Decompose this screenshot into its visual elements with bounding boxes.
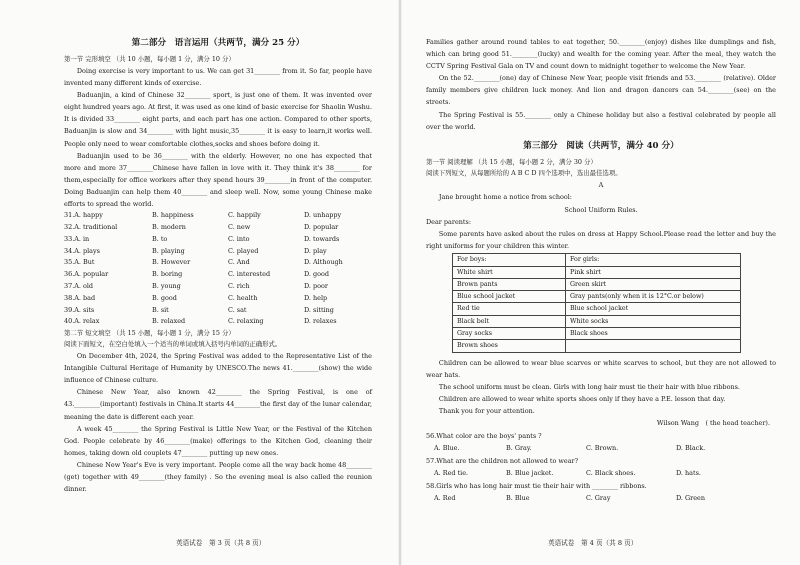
- cloze-paragraph: Baduanjin used to be 36________ with the elderly. However, no one has expected that more and more 37________Chinese have fallen in love with it. They think it's 38________ for them,especially for office workers after they spend hours 39________in front of the computer. Doing Baduanjin can help them 40________ and sleep well. Now, some young Chinese make efforts to spread the world.: [64, 151, 372, 209]
- reading-questions: [426, 430, 776, 505]
- table-row: [453, 315, 741, 327]
- section-2-title: 第二部分 语言运用（共两节，满分 25 分）: [131, 38, 305, 48]
- option-choice: C. relaxing: [228, 317, 264, 326]
- option-choice: B. modern: [152, 222, 186, 231]
- grammar-paragraph: A week 45________ the Spring Festival is Little New Year, or the Festival of the Kitchen God. People celebrate by 46________(make) offerings to the Kitchen God, cleaning their homes, taking down old couplets 47________ putting up new ones.: [64, 424, 372, 457]
- answer-option[interactable]: D. Green: [676, 494, 706, 502]
- boys-item: Gray socks: [453, 328, 566, 340]
- table-row: [453, 278, 741, 290]
- table-row: [453, 340, 741, 352]
- salutation: Dear parents:: [426, 217, 471, 226]
- boys-item: Brown pants: [453, 278, 566, 290]
- boys-item: Brown shoes: [453, 340, 566, 352]
- option-choice: 38.A. bad: [64, 293, 96, 302]
- answer-option[interactable]: A. Blue.: [434, 444, 460, 452]
- girls-item: Gray pants(only when it is 12°C.or below): [566, 291, 741, 303]
- grammar-paragraph: On December 4th, 2024, the Spring Festival was added to the Representative List of the Intangible Cultural Heritage of Humanity by UNESCO.The news 41.________(show) the wide influence of Chinese culture.: [64, 352, 372, 385]
- cloze-header: 第一节 完形填空 （共 10 小题，每小题 1 分，满分 10 分）: [64, 55, 235, 63]
- option-row: [64, 316, 372, 328]
- girls-item: Green skirt: [566, 278, 741, 290]
- signature: Wilson Wang ( the head teacher).: [656, 419, 770, 428]
- page-footer: 英语试卷 第 3 页（共 8 页）: [176, 539, 266, 547]
- notice-body: Children can be allowed to wear blue scarves or white scarves to school, but they are not allowed to wear hats.: [426, 358, 776, 379]
- option-choice: C. sat: [228, 305, 247, 314]
- table-row: [453, 291, 741, 303]
- option-choice: D. good: [304, 270, 330, 279]
- option-choice: 40.A. relax: [64, 317, 100, 326]
- notice-body: The school uniform must be clean. Girls with long hair must tie their hair with blue ribbons.: [438, 382, 740, 391]
- option-choice: D. help: [304, 293, 328, 302]
- option-choice: B. boring: [152, 270, 183, 279]
- option-choice: B. happiness: [152, 211, 194, 220]
- answer-option[interactable]: D. Black.: [676, 444, 706, 452]
- exam-page-3: [0, 0, 398, 565]
- answer-option[interactable]: B. Gray.: [506, 444, 532, 452]
- page-footer: 英语试卷 第 4 页（共 8 页）: [548, 539, 638, 547]
- option-choice: D. relaxes: [304, 317, 337, 326]
- notice-body: Children are allowed to wear white sports shoes only if they have a P.E. lesson that day.: [438, 394, 726, 403]
- option-row: [64, 257, 372, 269]
- option-choice: B. However: [152, 258, 191, 267]
- question-options: [426, 442, 776, 455]
- option-choice: 34.A. plays: [64, 246, 100, 255]
- answer-option[interactable]: C. Gray: [586, 494, 611, 502]
- boys-header: For boys:: [453, 254, 566, 266]
- cloze-options: [64, 210, 372, 328]
- question-stem: 57.What are the children not allowed to wear?: [426, 456, 579, 465]
- option-row: [64, 269, 372, 281]
- option-choice: 37.A. old: [64, 281, 94, 290]
- grammar-paragraph: Chinese New Year's Eve is very important. People come all the way back home 48________ (get) together with 49________(they family) . So the evening meal is also called the reunion dinner.: [64, 460, 372, 494]
- section-3-title: 第三部分 阅读（共两节，满分 40 分）: [523, 140, 679, 151]
- boys-item: Black belt: [453, 315, 566, 327]
- grammar-paragraph: Families gather around round tables to eat together, 50.________(enjoy) dishes like dumplings and fish, which can bring good 51.________(lucky) and wealth for the coming year. After the meal, they watch the CCTV Spring Festival Gala on TV and count down to midnight together to welcome the New Year.: [426, 38, 776, 71]
- option-choice: D. Although: [304, 258, 343, 267]
- answer-option[interactable]: A. Red: [434, 494, 456, 502]
- option-row: [64, 234, 372, 246]
- passage-intro: Jane brought home a notice from school:: [438, 193, 572, 202]
- exam-page-4: [402, 0, 800, 565]
- option-choice: D. play: [304, 246, 327, 255]
- answer-option[interactable]: B. Blue jacket.: [506, 469, 554, 477]
- girls-item: Black shoes: [566, 328, 741, 340]
- cloze-paragraph: Doing exercise is very important to us. We can get 31________ from it. So far, people have invented many different kinds of exercise.: [64, 67, 372, 88]
- option-choice: 32.A. traditional: [64, 222, 118, 231]
- option-choice: B. good: [152, 293, 177, 302]
- option-row: [64, 246, 372, 258]
- option-row: [64, 210, 372, 222]
- answer-option[interactable]: D. hats.: [676, 469, 701, 477]
- option-choice: B. sit: [152, 305, 169, 314]
- option-choice: B. relaxed: [152, 317, 186, 326]
- answer-option[interactable]: A. Red tie.: [434, 469, 469, 477]
- table-row: [453, 254, 741, 266]
- option-choice: B. playing: [152, 246, 185, 255]
- option-choice: 33.A. in: [64, 234, 90, 243]
- answer-option[interactable]: C. Black shoes.: [586, 469, 636, 477]
- option-choice: 35.A. But: [64, 258, 95, 267]
- grammar-header: 第二节 短文填空 （共 15 小题，每小题 1 分，满分 15 分）: [64, 329, 235, 338]
- option-choice: 39.A. sits: [64, 305, 95, 314]
- grammar-paragraph: Chinese New Year, also known 42________ the Spring Festival, is one of 43.________(important) festivals in China.It starts 44________the first day of the lunar calendar, meaning the date is different each year.: [64, 388, 372, 421]
- option-choice: C. new: [228, 222, 251, 231]
- reading-header: 第一节 阅读理解 （共 15 小题，每小题 2 分，满分 30 分）: [426, 157, 597, 166]
- option-row: [64, 281, 372, 293]
- option-choice: D. towards: [304, 234, 340, 243]
- option-choice: D. unhappy: [304, 211, 342, 220]
- table-row: [453, 266, 741, 278]
- cloze-paragraph: Baduanjin, a kind of Chinese 32________ sport, is just one of them. It was invented over eight hundred years ago. At first, it was used as one kind of basic exercise for Shaolin Wushu. It is divided 33________ eight parts, and each part has one action. Compared to other sports, Baduanjin is slow and 34________ with light music,35________ it is easy to learn,it works well. People only need to wear comfortable clothes,socks and shoes before doing it.: [64, 91, 372, 148]
- option-row: [64, 305, 372, 317]
- option-row: [64, 222, 372, 234]
- notice-body: Thank you for your attention.: [438, 407, 535, 415]
- option-choice: 36.A. popular: [64, 270, 109, 279]
- option-choice: D. sitting: [304, 305, 334, 314]
- grammar-instruction: 阅读下面短文，在空白处填入一个适当的单词或填入括号内单词的正确形式。: [64, 340, 282, 349]
- option-choice: C. interested: [228, 270, 271, 279]
- option-choice: C. happily: [228, 211, 261, 220]
- passage-label: A: [598, 180, 604, 189]
- girls-item: Blue school jacket: [566, 303, 741, 315]
- answer-option[interactable]: B. Blue: [506, 494, 530, 502]
- question-options: [426, 467, 776, 480]
- table-row: [453, 328, 741, 340]
- page-divider: [399, 0, 401, 565]
- boys-item: Red tie: [453, 303, 566, 315]
- option-choice: D. poor: [304, 281, 328, 290]
- grammar-paragraph: The Spring Festival is 55.________ only a Chinese holiday but also a festival celebrated by people all over the world.: [426, 110, 776, 131]
- option-choice: D. popular: [304, 222, 339, 231]
- notice-body: Some parents have asked about the rules on dress at Happy School.Please read the letter and buy the right uniforms for your children this winter.: [426, 230, 776, 251]
- question-stem: 56.What color are the boys' pants ?: [426, 431, 542, 440]
- boys-item: White shirt: [453, 266, 566, 278]
- girls-item: Pink shirt: [566, 266, 741, 278]
- option-choice: C. health: [228, 293, 258, 302]
- grammar-paragraph: On the 52.________(one) day of Chinese New Year, people visit friends and 53.________ (relative). Older family members give children luck money. And lion and dragon dancers can 54.________(see) on the streets.: [426, 74, 776, 107]
- girls-item: White socks: [566, 315, 741, 327]
- table-row: [453, 303, 741, 315]
- reading-instruction: 阅读下列短文，从每题所给的 A B C D 四个选项中，选出最佳选项。: [426, 168, 622, 177]
- notice-title: School Uniform Rules.: [564, 205, 638, 214]
- boys-item: Blue school jacket: [453, 291, 566, 303]
- girls-header: For girls:: [566, 254, 741, 266]
- option-row: [64, 293, 372, 305]
- answer-option[interactable]: C. Brown.: [586, 444, 619, 452]
- option-choice: C. And: [228, 258, 250, 267]
- option-choice: B. young: [152, 281, 181, 290]
- option-choice: C. rich: [228, 281, 250, 290]
- girls-item: [566, 340, 741, 352]
- uniform-table: [452, 253, 741, 352]
- option-choice: C. into: [228, 234, 250, 243]
- option-choice: C. played: [228, 246, 259, 255]
- question-stem: 58.Girls who has long hair must tie their hair with ________ ribbons.: [426, 481, 647, 490]
- question-options: [426, 492, 776, 505]
- option-choice: 31.A. happy: [64, 211, 103, 220]
- option-choice: B. to: [152, 234, 168, 243]
